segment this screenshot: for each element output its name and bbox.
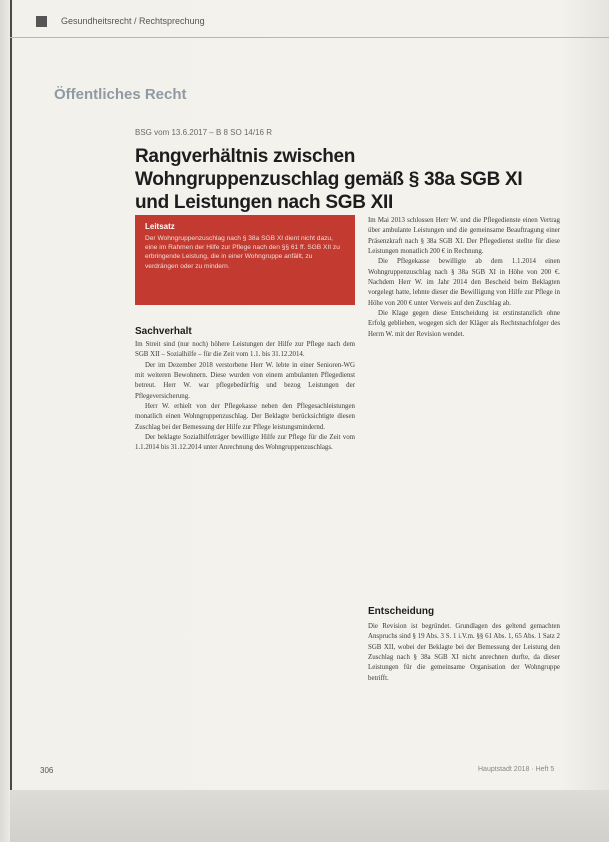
paragraph: Im Mai 2013 schlossen Herr W. und die Pflegedienste einen Vertrag über ambulante Leistungen und die gemeinsame Beauftragung einer Präsenzkraft nach § 38a SGB XI. Der Pflegedienst stellte für diese Leistungen monatlich 200 € in Rechnung. (368, 217, 560, 256)
entscheidung-heading: Entscheidung (368, 606, 435, 617)
entscheidung-text (368, 622, 560, 684)
journal-footer: Hauptstadt 2018 · Heft 5 (478, 766, 555, 773)
citation: BSG vom 13.6.2017 – B 8 SO 14/16 R (135, 128, 272, 137)
leitsatz-box (135, 215, 355, 305)
margin-line (10, 0, 12, 842)
section-title: Öffentliches Recht (54, 86, 187, 103)
paragraph: Herr W. erhielt von der Pflegekasse neben den Pflegesachleistungen monatlich einen Wohngruppenzuschlag. Der Beklagte berücksichtigte diesen Zuschlag bei der Bemessung der Hilfe zur Pflege leistungsmindernd. (135, 403, 355, 431)
header (36, 14, 205, 28)
paragraph: Der beklagte Sozialhilfeträger bewilligte Hilfe zur Pflege für die Zeit vom 1.1.2014 bis 31.12.2014 unter Anrechnung des Wohngruppenzuschlags. (135, 434, 355, 452)
paragraph: Die Revision ist begründet. Grundlagen des geltend gemachten Anspruchs sind § 19 Abs. 3 S. 1 i.V.m. §§ 61 Abs. 1, 65 Abs. 1 Satz 2 SGB XII, wobei der Beklagte bei der Bemessung der Leistung den Zuschlag nach § 38a SGB XI nicht anrechnen durfte, da dieser Leistungen für die gemeinsame Organisation der Wohngruppe betrifft. (368, 623, 560, 682)
page-number: 306 (40, 766, 54, 775)
right-column (368, 216, 560, 340)
sachverhalt-heading: Sachverhalt (135, 326, 192, 337)
paragraph: Im Streit sind (nur noch) höhere Leistungen der Hilfe zur Pflege nach dem SGB XII – Sozialhilfe – für die Zeit vom 1.1. bis 31.12.2014. (135, 341, 355, 359)
header-rule (10, 37, 609, 38)
left-column (135, 340, 355, 454)
article-title: Rangverhältnis zwischen Wohngruppenzuschlag gemäß § 38a SGB XI und Leistungen nach SGB XII (135, 146, 523, 213)
square-icon (36, 16, 47, 27)
leitsatz-heading: Leitsatz (145, 222, 175, 231)
breadcrumb: Gesundheitsrecht / Rechtsprechung (61, 16, 205, 26)
paragraph: Die Klage gegen diese Entscheidung ist erstinstanzlich ohne Erfolg geblieben, wogegen sich der Kläger als Rechtsnachfolger des Herrn W. mit der Revision wendet. (368, 310, 560, 338)
leitsatz-text: Der Wohngruppenzuschlag nach § 38a SGB XI dient nicht dazu, eine im Rahmen der Hilfe zur Pflege nach den §§ 61 ff. SGB XII zu erbringende Leistung, die in einer Wohngruppe anfällt, zu verdrängen oder zu mindern. (145, 235, 340, 270)
page-bottom-shadow (10, 790, 609, 842)
paragraph: Der im Dezember 2018 verstorbene Herr W. lebte in einer Senioren-WG mit weiteren Bewohnern. Diese wurden von einem ambulanten Pflegedienst betreut. Herr W. war pflegebedürftig und bezog Leistungen der Pflegeversicherung. (135, 361, 355, 400)
paragraph: Die Pflegekasse bewilligte ab dem 1.1.2014 einen Wohngruppenzuschlag nach § 38a SGB XI in Höhe von 200 €. Nachdem Herr W. im Jahr 2014 den Bescheid beim Beklagten vorgelegt hatte, lehnte dieser die Bewilligung von Hilfe zur Pflege in Höhe von 200 € unter Verweis auf den Zuschlag ab. (368, 258, 560, 307)
